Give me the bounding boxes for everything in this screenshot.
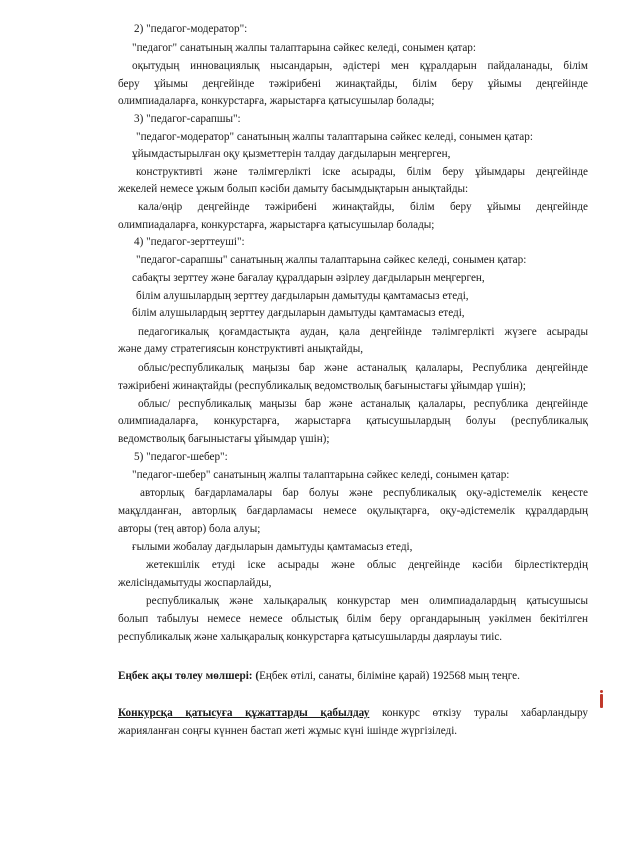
text-line: конструктивті және тәлімгерлікті іске асырады, білім беру ұйымдары деңгейінде — [136, 166, 588, 178]
text-line: олимпиадаларға, конкурстарға, жарыстарға қатысушылардың болуы (республикалық — [118, 415, 588, 427]
text-line: облыс/республикалық маңызы бар және астаналық қалалары, Республика деңгейінде — [138, 362, 588, 374]
text-line: "педагог-сарапшы" санатының жалпы талаптарына сәйкес келеді, сонымен қатар: — [136, 254, 527, 266]
section-heading: 5) "педагог-шебер": — [134, 451, 228, 463]
text-line: және даму стратегиясын конструктивті анықтайды, — [118, 343, 364, 355]
salary-value: Еңбек өтілі, санаты, біліміне қарай) 192568 мың теңге. — [259, 670, 520, 682]
section-heading: 4) "педагог-зерттеуші": — [134, 236, 245, 248]
acceptance-text: конкурс өткізу туралы хабарландыру — [381, 707, 589, 719]
text-line: ұйымдастырылған оқу қызметтерін талдау дағдыларын меңгерген, — [132, 148, 451, 160]
text-line: жекелей немесе ұжым болып кәсіби дамыту басымдықтарын анықтайды: — [118, 183, 469, 195]
text-line: ведомстволық бағыныстағы ұйымдар үшін); — [118, 433, 330, 445]
salary-paren: ( — [255, 670, 260, 682]
text-line: олимпиадаларға, конкурстарға, жарыстарға қатысушылар болады; — [118, 219, 435, 231]
acceptance-label: Конкурсқа қатысуға құжаттарды қабылдау — [118, 707, 370, 719]
section-heading: 2) "педагог-модератор": — [134, 23, 248, 35]
text-line: жетекшілік етуді іске асырады және облыс деңгейінде кәсіби бірлестіктердің — [146, 559, 588, 571]
salary-line — [118, 669, 520, 683]
text-line: "педагог-модератор" санатының жалпы талаптарына сәйкес келеді, сонымен қатар: — [136, 131, 533, 143]
text-line: білім алушылардың зерттеу дағдыларын дамытуды қамтамасыз етеді, — [132, 307, 465, 319]
acceptance-line-2: жарияланған соңғы күннен бастап жеті жұмыс күні ішінде жүргізіледі. — [118, 725, 458, 737]
text-line: мақұлданған, авторлық бағдарламасы немесе оқулықтарға, оқу-әдістемелік құралдардың — [118, 505, 588, 517]
text-line: оқытудың инновациялық нысандарын, әдістері мен құралдарын пайдаланады, білім — [132, 60, 588, 72]
text-line: болып табылуы немесе немесе облыстық білім беру органдарының уәкілмен бекітілген — [118, 613, 588, 625]
text-line: "педагог" санатының жалпы талаптарына сәйкес келеді, сонымен қатар: — [132, 42, 477, 54]
text-line: тәжірибені жинақтайды (республикалық ведомстволық бағыныстағы ұйымдар үшін); — [118, 380, 526, 392]
text-line: ғылыми жобалау дағдыларын дамытуды қамтамасыз етеді, — [132, 541, 413, 553]
text-line: беру ұйымы деңгейінде тәжірибені жинақтайды, білім беру ұйымы деңгейінде — [118, 78, 588, 90]
red-mark-icon — [600, 694, 603, 708]
text-line: желісіндамытуды жоспарлайды, — [118, 577, 272, 589]
text-line: республикалық және халықаралық конкурстарға қатысушыларды даярлауы тиіс. — [118, 631, 503, 643]
acceptance-line — [118, 706, 588, 720]
text-line: авторлық бағдарламалары бар болуы және республикалық оқу-әдістемелік кеңесте — [140, 487, 588, 499]
salary-label: Еңбек ақы төлеу мөлшері: — [118, 670, 253, 682]
text-line: кала/өңір деңгейінде тәжірибені жинақтайды, білім беру ұйымы деңгейінде — [138, 201, 588, 213]
text-line: педагогикалық қоғамдастықта аудан, қала деңгейінде тәлімгерлікті жүзеге асырады — [138, 326, 588, 338]
text-line: республикалық және халықаралық конкурстар мен олимпиадалардың қатысушысы — [146, 595, 588, 607]
text-line: авторы (тең автор) бола алуы; — [118, 523, 261, 535]
section-heading: 3) "педагог-сарапшы": — [134, 113, 241, 125]
text-line: сабақты зерттеу және бағалау құралдарын әзірлеу дағдыларын меңгерген, — [132, 272, 485, 284]
text-line: олимпиадаларға, конкурстарға, жарыстарға қатысушылар болады; — [118, 95, 435, 107]
text-line: облыс/ республикалық маңызы бар және астаналық қалалары, республика деңгейінде — [138, 398, 588, 410]
text-line: білім алушылардың зерттеу дағдыларын дамытуды қамтамасыз етеді, — [136, 290, 469, 302]
text-line: "педагог-шебер" санатының жалпы талаптарына сәйкес келеді, сонымен қатар: — [132, 469, 510, 481]
